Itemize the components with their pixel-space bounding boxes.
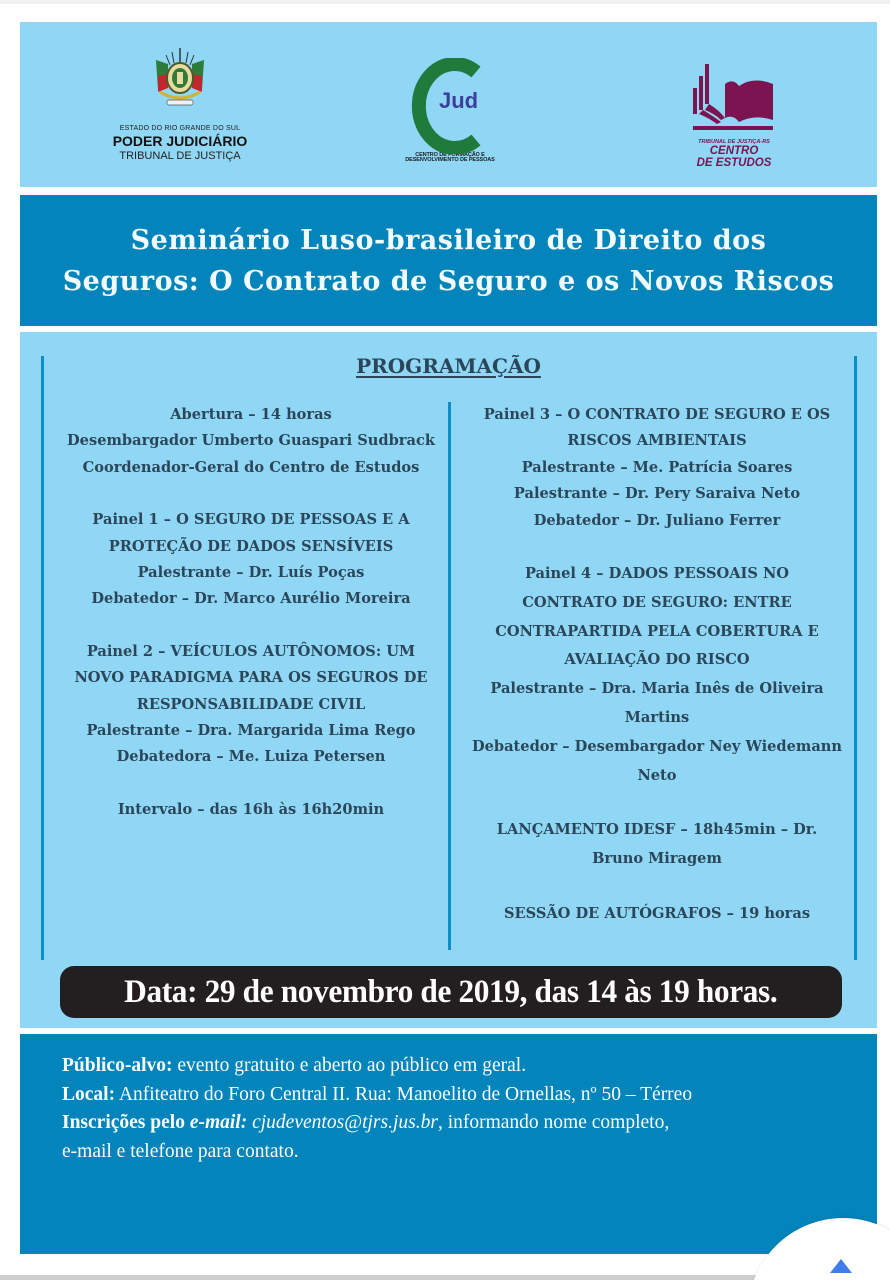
- program-line: Martins: [624, 709, 690, 727]
- top-strip: [0, 0, 890, 4]
- program-line: Desembargador Umberto Guaspari Sudbrack: [67, 432, 435, 450]
- program-line: Palestrante – Dr. Pery Saraiva Neto: [513, 485, 801, 503]
- info-inscricoes-line2: e-mail e telefone para contato.: [62, 1140, 299, 1162]
- program-line: Neto: [637, 766, 677, 784]
- program-line: Debatedora – Me. Luiza Petersen: [116, 748, 386, 766]
- program-line: Palestrante – Me. Patrícia Soares: [521, 458, 793, 476]
- coat-of-arms-rs-icon: [152, 46, 208, 110]
- publico-label: Público-alvo:: [62, 1055, 173, 1076]
- program-line: Painel 2 – VEÍCULOS AUTÔNOMOS: UM: [86, 642, 416, 660]
- program-line: LANÇAMENTO IDESF – 18h45min – Dr.: [496, 821, 818, 839]
- program-line: Palestrante – Dra. Maria Inês de Oliveira: [490, 680, 824, 698]
- program-line: Painel 4 – DADOS PESSOAIS NO: [524, 565, 790, 583]
- logo-header-panel: [20, 22, 877, 187]
- cjud-logo: [390, 58, 510, 164]
- program-line: Painel 1 – O SEGURO DE PESSOAS E A: [92, 511, 410, 529]
- tribunal-subtitle: TRIBUNAL DE JUSTIÇA: [119, 150, 241, 162]
- program-line: CONTRATO DE SEGURO: ENTRE: [522, 593, 792, 611]
- program-right-column: [460, 402, 854, 955]
- info-publico: [62, 1052, 852, 1081]
- program-line: Debatedor – Dr. Juliano Ferrer: [533, 511, 781, 529]
- program-line: Bruno Miragem: [592, 850, 722, 868]
- program-line: Painel 3 – O CONTRATO DE SEGURO E OS: [483, 406, 831, 423]
- program-heading: PROGRAMAÇÃO: [356, 354, 541, 378]
- program-line: PROTEÇÃO DE DADOS SENSÍVEIS: [108, 537, 394, 555]
- title-banner: [20, 195, 877, 326]
- program-item-intervalo: [54, 797, 448, 823]
- event-info: [62, 1052, 852, 1166]
- program-item-autografos: [460, 900, 854, 929]
- local-text: Anfiteatro do Foro Central II. Rua: Manoelito de Ornellas, nº 50 – Térreo: [115, 1083, 693, 1105]
- event-title: [63, 220, 835, 302]
- program-item-abertura: [54, 402, 448, 481]
- program-line: Palestrante – Dra. Margarida Lima Rego: [86, 722, 416, 740]
- publico-text: evento gratuito e aberto ao público em geral.: [172, 1055, 527, 1076]
- email-label: e-mail:: [189, 1112, 248, 1133]
- program-line: Palestrante – Dr. Luís Poças: [137, 564, 365, 582]
- program-left-column: [54, 402, 448, 849]
- program-item-painel-1: [54, 507, 448, 613]
- state-name: ESTADO DO RIO GRANDE DO SUL: [119, 125, 241, 132]
- program-line: RESPONSABILIDADE CIVIL: [136, 695, 366, 713]
- program-item-painel-2: [54, 639, 448, 771]
- left-divider: [41, 356, 44, 960]
- program-line: Coordenador-Geral do Centro de Estudos: [82, 458, 420, 476]
- right-divider: [854, 356, 857, 960]
- program-item-painel-4: [460, 560, 854, 790]
- info-panel: [20, 1034, 877, 1254]
- program-line: NOVO PARADIGMA PARA OS SEGUROS DE: [74, 669, 428, 687]
- program-panel: [20, 332, 877, 1028]
- program-line: Debatedor – Dr. Marco Aurélio Moreira: [91, 590, 411, 608]
- program-line: AVALIAÇÃO DO RISCO: [564, 651, 750, 669]
- cjud-caption-line2: DESENVOLVIMENTO DE PESSOAS: [405, 157, 495, 163]
- program-item-lancamento: [460, 816, 854, 874]
- centro-estudos-logo: [684, 62, 784, 169]
- inscricoes-label: Inscrições pelo: [62, 1112, 190, 1133]
- email-address[interactable]: cjudeventos@tjrs.jus.br: [247, 1112, 438, 1133]
- info-local: [62, 1081, 852, 1110]
- local-label: Local:: [62, 1083, 116, 1105]
- navigation-arrow-icon: [828, 1259, 854, 1280]
- cjud-mark-text: Jud: [439, 88, 479, 113]
- program-item-painel-3: [460, 402, 854, 534]
- program-line: Abertura – 14 horas: [170, 406, 332, 423]
- event-title-line2: Seguros: O Contrato de Seguro e os Novos Riscos: [62, 265, 835, 297]
- program-line: SESSÃO DE AUTÓGRAFOS – 19 horas: [503, 905, 811, 922]
- inscricoes-text: , informando nome completo,: [437, 1112, 670, 1133]
- program-line: CONTRAPARTIDA PELA COBERTURA E: [495, 622, 819, 640]
- centro-estudos-line1: CENTRO: [709, 145, 759, 157]
- centro-estudos-tribunal: TRIBUNAL DE JUSTIÇA-RS: [698, 139, 770, 145]
- centro-estudos-line2: DE ESTUDOS: [696, 157, 772, 169]
- date-banner: [60, 966, 842, 1018]
- program-line: Debatedor – Desembargador Ney Wiedemann: [471, 737, 843, 755]
- program-line: Intervalo – das 16h às 16h20min: [117, 800, 385, 818]
- event-title-line1: Seminário Luso-brasileiro de Direito dos: [130, 224, 767, 256]
- open-book-logo-icon: [693, 62, 775, 132]
- poder-judiciario-logo: [100, 46, 260, 162]
- center-divider: [448, 402, 451, 950]
- program-line: RISCOS AMBIENTAIS: [567, 432, 747, 450]
- date-text: Data: 29 de novembro de 2019, das 14 às 19 horas.: [124, 973, 778, 1010]
- poder-judiciario-title: PODER JUDICIÁRIO: [112, 133, 248, 149]
- info-inscricoes: [62, 1109, 852, 1138]
- cjud-caption-line1: CENTRO DE FORMAÇÃO E: [415, 152, 485, 158]
